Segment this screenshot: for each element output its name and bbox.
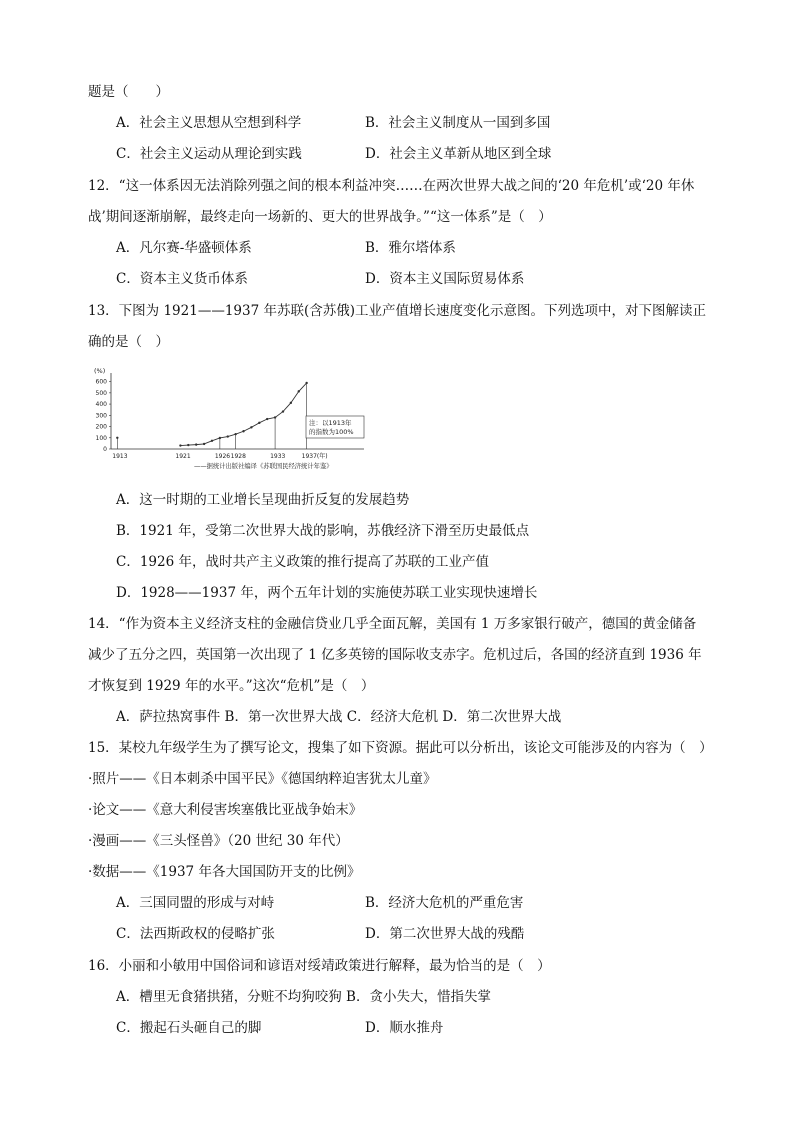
chart-y-tick-label: 100 — [95, 434, 107, 442]
chart-y-tick-label: 0 — [103, 446, 107, 453]
chart-point — [282, 410, 284, 412]
chart-y-tick-label: 600 — [95, 378, 107, 386]
chart-point — [274, 416, 276, 418]
q16-option-d: D．顺水推舟 — [365, 1020, 444, 1036]
chart-point — [116, 437, 118, 439]
q12-stem-line2: 战’期间逐渐崩解，最终走向一场新的、更大的世界战争。”“这一体系”是（ ） — [88, 209, 552, 225]
q13-stem-line2: 确的是（ ） — [88, 334, 169, 350]
chart-marks — [116, 382, 308, 449]
q11-stem-tail: 题是（ ） — [88, 84, 169, 100]
q12-option-a: A．凡尔赛-华盛顿体系 — [116, 240, 252, 256]
chart-y-tick-label: 200 — [95, 423, 107, 431]
q12-option-d: D．资本主义国际贸易体系 — [365, 271, 525, 287]
q16-option-ab: A．槽里无食猪拱猪，分赃不均狗咬狗 B．贪小失大，惜指失掌 — [116, 989, 491, 1005]
chart-y-tick-label: 300 — [95, 412, 107, 420]
q16-stem-line1: 16．小丽和小敏用中国俗词和谚语对绥靖政策进行解释，最为恰当的是（ ） — [88, 958, 551, 974]
chart-point — [187, 444, 189, 446]
q14-stem-line1: 14．“作为资本主义经济支柱的金融信贷业几乎全面瓦解，美国有 1 万多家银行破产，德国的黄金储备 — [88, 616, 697, 632]
q13-option-d: D．1928——1937 年，两个五年计划的实施使苏联工业实现快速增长 — [116, 585, 538, 601]
q11-option-c: C．社会主义运动从理论到实践 — [116, 146, 302, 162]
chart-point — [250, 426, 252, 428]
chart-point — [211, 440, 213, 442]
q15-option-c: C．法西斯政权的侵略扩张 — [116, 926, 275, 942]
q15-option-b: B．经济大危机的严重危害 — [365, 895, 524, 911]
chart-point — [234, 433, 236, 435]
chart-y-tick-labels — [96, 379, 111, 453]
chart-y-tick-label: 400 — [95, 401, 107, 409]
q14-stem-line3: 才恢复到 1929 年的水平。”这次“危机”是（ ） — [88, 678, 375, 694]
chart-point — [179, 444, 181, 446]
chart-point — [298, 390, 300, 392]
chart-point — [290, 402, 292, 404]
chart-point — [203, 443, 205, 445]
chart-note-line1: 注：以1913年 — [309, 419, 352, 427]
q12-option-b: B．雅尔塔体系 — [365, 240, 456, 256]
chart-point — [195, 443, 197, 445]
q15-stem-line1: 15．某校九年级学生为了撰写论文，搜集了如下资源。据此可以分析出，该论文可能涉及的内容为（ ） — [88, 740, 713, 756]
q15-resource-3: ·漫画——《三头怪兽》（20 世纪 30 年代） — [88, 833, 349, 849]
chart-source: ——据统计出版社编译《苏联国民经济统计年鉴》 — [194, 463, 333, 470]
q15-option-d: D．第二次世界大战的残酷 — [365, 926, 525, 942]
chart-x-tick-label: 1913 — [112, 453, 128, 460]
chart-x-tick-label: 1926 — [214, 453, 231, 460]
q13-option-c: C．1926 年，战时共产主义政策的推行提高了苏联的工业产值 — [116, 554, 489, 570]
q11-option-d: D．社会主义革新从地区到全球 — [365, 146, 552, 162]
q14-stem-line2: 减少了五分之四，英国第一次出现了 1 亿多英镑的国际收支赤字。危机过后，各国的经济直到 1936 年 — [88, 647, 702, 663]
chart-x-tick-label: 1933 — [270, 453, 286, 460]
chart-point — [227, 435, 229, 437]
chart-x-tick-labels — [112, 452, 327, 460]
q13-option-a: A．这一时期的工业增长呈现曲折反复的发展趋势 — [116, 492, 410, 508]
q12-stem-line1: 12．“这一体系因无法消除列强之间的根本利益冲突……在两次世界大战之间的‘20 年危机’或‘20 年休 — [88, 178, 695, 194]
industrial-output-chart — [86, 366, 396, 476]
chart-point — [219, 437, 221, 439]
q14-options: A．萨拉热窝事件 B．第一次世界大战 C．经济大危机 D．第二次世界大战 — [116, 709, 562, 725]
q13-stem-line1: 13．下图为 1921——1937 年苏联(含苏俄)工业产值增长速度变化示意图。下列选项中，对下图解读正 — [88, 303, 707, 319]
q11-option-a: A．社会主义思想从空想到科学 — [116, 115, 302, 131]
chart-y-unit: (%) — [94, 367, 106, 375]
chart-point — [258, 422, 260, 424]
chart-point — [242, 430, 244, 432]
chart-point — [305, 382, 307, 384]
q16-option-c: C．搬起石头砸自己的脚 — [116, 1020, 262, 1036]
chart-series-line — [180, 383, 306, 446]
q13-option-b: B．1921 年，受第二次世界大战的影响，苏俄经济下滑至历史最低点 — [116, 523, 530, 539]
chart-x-tick-label: 1921 — [175, 453, 191, 460]
q15-resource-1: ·照片——《日本刺杀中国平民》《德国纳粹迫害犹太儿童》 — [88, 771, 437, 787]
chart-x-tick-label: 1937(年) — [301, 453, 328, 460]
q12-option-c: C．资本主义货币体系 — [116, 271, 248, 287]
q15-option-a: A．三国同盟的形成与对峙 — [116, 895, 275, 911]
chart-x-tick-label: 1928 — [230, 453, 246, 460]
q11-option-b: B．社会主义制度从一国到多国 — [365, 115, 551, 131]
chart-point — [266, 418, 268, 420]
q15-resource-4: ·数据——《1937 年各大国国防开支的比例》 — [88, 864, 361, 880]
chart-note-line2: 的指数为100% — [309, 428, 354, 436]
chart-y-tick-label: 500 — [95, 389, 107, 397]
q15-resource-2: ·论文——《意大利侵害埃塞俄比亚战争始末》 — [88, 802, 363, 818]
